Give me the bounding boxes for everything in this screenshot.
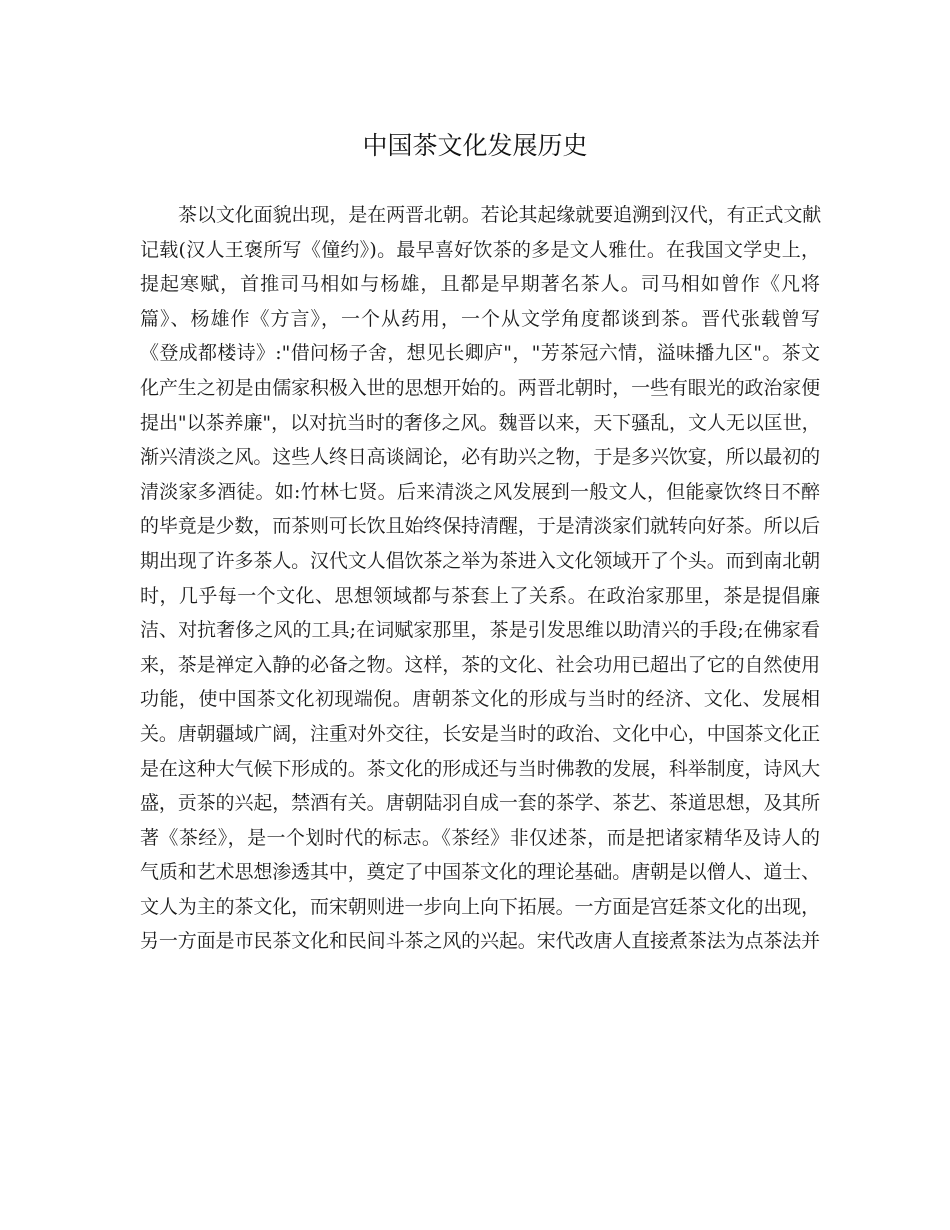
body-paragraph [140, 198, 820, 959]
paragraph-line: 是在这种大气候下形成的。茶文化的形成还与当时佛教的发展，科举制度，诗风大 [140, 757, 821, 780]
paragraph-line: 期出现了许多茶人。汉代文人倡饮茶之举为茶进入文化领域开了个头。而到南北朝 [140, 549, 821, 572]
paragraph-line: 茶以文化面貌出现，是在两晋北朝。若论其起缘就要追溯到汉代，有正式文献 [178, 204, 820, 226]
paragraph-line: 记载(汉人王褒所写《僮约》)。最早喜好饮茶的多是文人雅仕。在我国文学史上， [140, 238, 820, 261]
paragraph-line: 关。唐朝疆域广阔，注重对外交往，长安是当时的政治、文化中心，中国茶文化正 [140, 722, 821, 745]
paragraph-line: 著《茶经》，是一个划时代的标志。《茶经》非仅述茶，而是把诸家精华及诗人的 [140, 826, 820, 849]
paragraph-line: 文人为主的茶文化，而宋朝则进一步向上向下拓展。一方面是宫廷茶文化的出现， [140, 895, 821, 918]
paragraph-line: 来，茶是禅定入静的必备之物。这样，茶的文化、社会功用已超出了它的自然使用 [140, 653, 821, 676]
paragraph-line: 篇》、杨雄作《方言》，一个从药用，一个从文学角度都谈到茶。晋代张载曾写 [140, 307, 820, 330]
paragraph-line: 提起寒赋，首推司马相如与杨雄，且都是早期著名茶人。司马相如曾作《凡将 [140, 273, 820, 296]
paragraph-line: 化产生之初是由儒家积极入世的思想开始的。两晋北朝时，一些有眼光的政治家便 [140, 376, 821, 399]
paragraph-line: 清淡家多酒徒。如:竹林七贤。后来清淡之风发展到一般文人，但能豪饮终日不醉 [140, 480, 820, 503]
paragraph-line: 提出"以茶养廉"，以对抗当时的奢侈之风。魏晋以来，天下骚乱，文人无以匡世， [140, 411, 821, 434]
paragraph-line: 《登成都楼诗》:"借问杨子舍，想见长卿庐"，"芳茶冠六情，溢味播九区"。茶文 [140, 342, 820, 365]
paragraph-line: 时，几乎每一个文化、思想领域都与茶套上了关系。在政治家那里，茶是提倡廉 [140, 584, 820, 607]
paragraph-line: 的毕竟是少数，而茶则可长饮且始终保持清醒，于是清淡家们就转向好茶。所以后 [140, 515, 821, 538]
paragraph-line: 渐兴清淡之风。这些人终日高谈阔论，必有助兴之物，于是多兴饮宴，所以最初的 [140, 446, 821, 469]
paragraph-line: 气质和艺术思想渗透其中，奠定了中国茶文化的理论基础。唐朝是以僧人、道士、 [140, 861, 821, 884]
page-title: 中国茶文化发展历史 [362, 131, 588, 160]
paragraph-line: 洁、对抗奢侈之风的工具;在词赋家那里，茶是引发思维以助清兴的手段;在佛家看 [140, 619, 820, 642]
paragraph-line: 功能，使中国茶文化初现端倪。唐朝茶文化的形成与当时的经济、文化、发展相 [140, 688, 820, 711]
paragraph-line: 盛，贡茶的兴起，禁酒有关。唐朝陆羽自成一套的茶学、茶艺、茶道思想，及其所 [140, 792, 821, 815]
paragraph-line: 另一方面是市民茶文化和民间斗茶之风的兴起。宋代改唐人直接煮茶法为点茶法并 [140, 930, 821, 953]
